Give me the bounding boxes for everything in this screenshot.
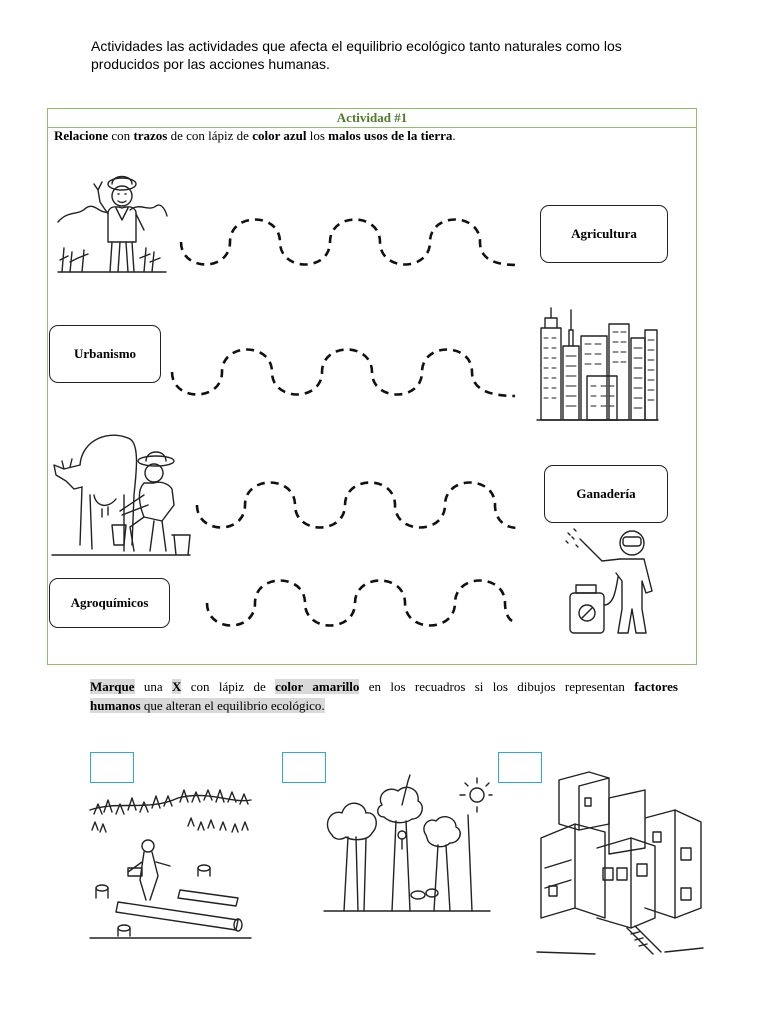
- houses-illustration: [535, 768, 705, 956]
- logging-illustration: [88, 790, 253, 940]
- sprayer-illustration: [562, 525, 662, 637]
- intro-text: Actividades las actividades que afecta el equilibrio ecológico tanto naturales como los producidos por las acciones humanas.: [91, 38, 622, 72]
- city-illustration: [535, 300, 660, 422]
- activity-instruction: Relacione con trazos de con lápiz de color azul los malos usos de la tierra.: [54, 128, 456, 143]
- label-agricultura: Agricultura: [540, 205, 668, 263]
- label-urbanismo: Urbanismo: [49, 325, 161, 383]
- forest-illustration: [322, 775, 492, 913]
- checkbox-1[interactable]: [90, 752, 134, 783]
- label-ganaderia: Ganadería: [544, 465, 668, 523]
- farmer-illustration: [56, 172, 168, 274]
- activity-2-instruction: Marque una X con lápiz de color amarillo en los recuadros si los dibujos representan factores humanos que alteran el equilibrio ecológico.: [90, 679, 678, 713]
- cow-milking-illustration: [50, 425, 192, 557]
- checkbox-2[interactable]: [282, 752, 326, 783]
- label-agroquimicos: Agroquímicos: [49, 578, 170, 628]
- activity-title: Actividad #1: [48, 109, 696, 128]
